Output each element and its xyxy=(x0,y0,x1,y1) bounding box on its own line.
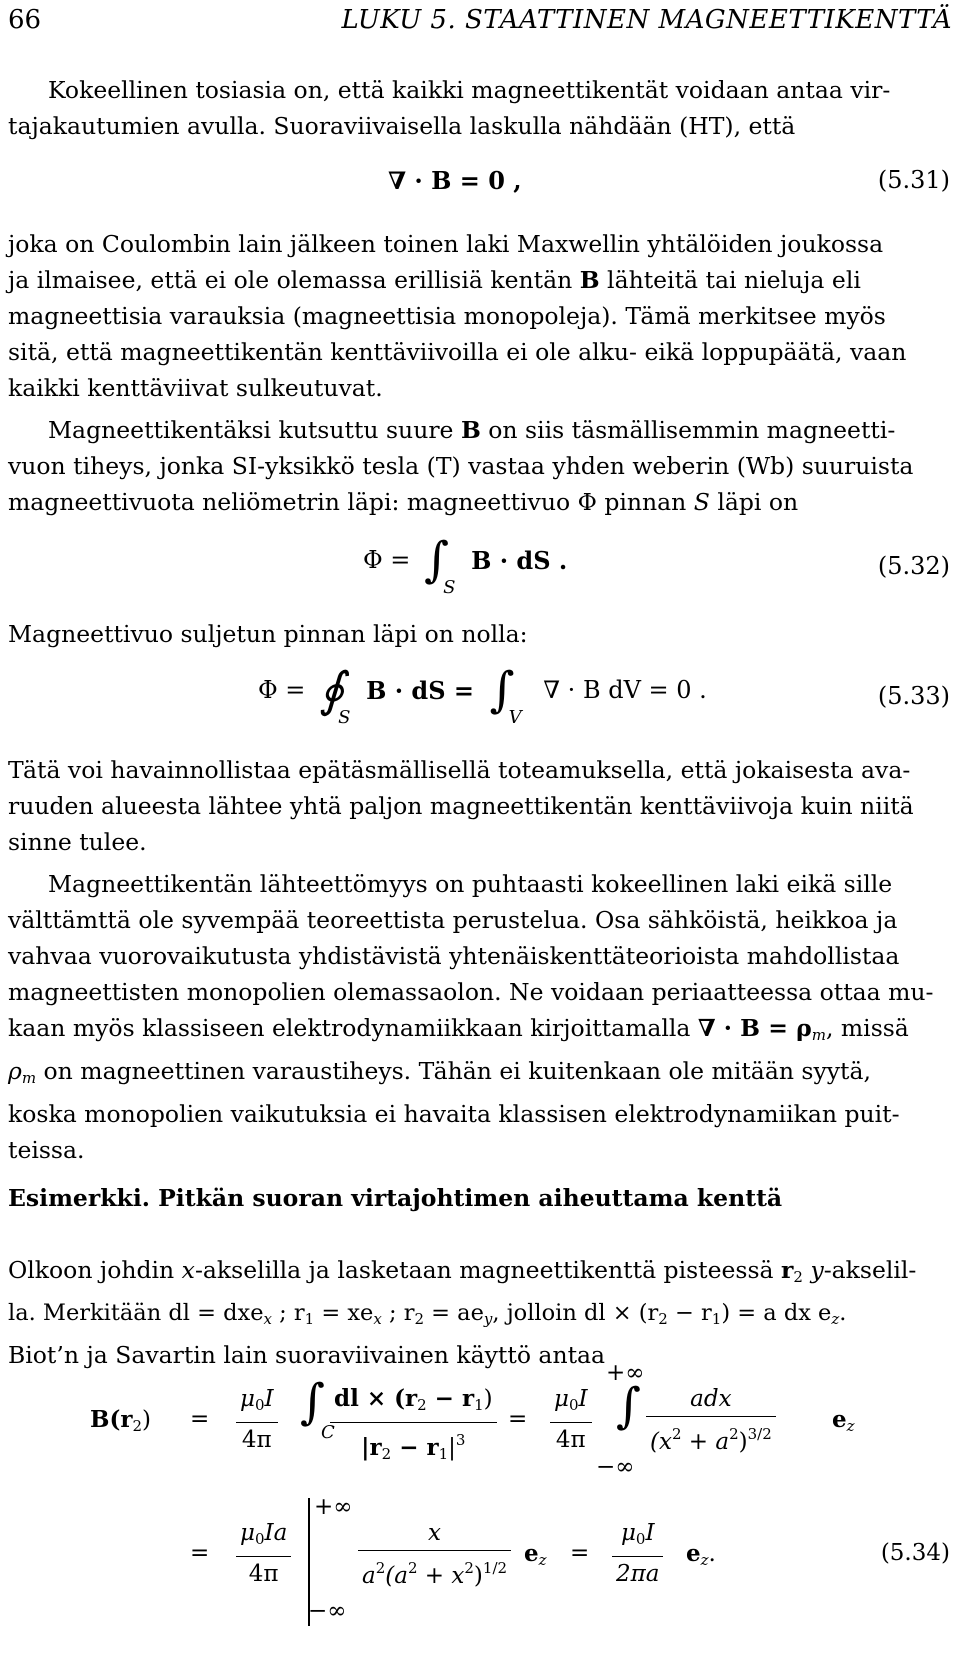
example-title: Pitkän suoran virtajohtimen aiheuttama kenttä xyxy=(158,1184,783,1212)
eq534-lower-limit-1: −∞ xyxy=(596,1454,635,1480)
eq534-coef-4: $\frac{\mu_0I}{2\pi a}$ xyxy=(606,1516,669,1591)
paragraph-1-line-2: tajakautumien avulla. Suoraviivaisella laskulla nähdään (HT), että xyxy=(8,112,796,140)
paragraph-5 xyxy=(8,752,950,860)
paragraph-6-line-8: teissa. xyxy=(8,1136,85,1164)
paragraph-3-line-3: magneettivuota neliömetrin läpi: magneettivuo Φ pinnan S läpi on xyxy=(8,488,799,516)
equation-5-31-tag: (5.31) xyxy=(877,166,950,194)
paragraph-7-line-2: la. Merkitään dl = dxe$_x$ ; $r_1 = xe_x$ ; $r_2 = ae_y$, jolloin dl × $(r_2 - r_1) = a$ dx $e_z$. xyxy=(8,1300,847,1328)
paragraph-5-line-1: Tätä voi havainnollistaa epätäsmällisellä toteamuksella, että jokaisesta ava- xyxy=(8,756,911,784)
paragraph-1 xyxy=(8,72,960,108)
equation-5-31-body: ∇ · B = 0 , xyxy=(388,166,522,195)
eq534-ez-2: $e_z$ xyxy=(524,1540,547,1569)
paragraph-6-line-5: kaan myös klassiseen elektrodynamiikkaan kirjoittamalla ∇ · $B = \rho_m$, missä xyxy=(8,1014,909,1044)
eq534-integrand-2: $\frac{\text{adx}}{(x^2 + a^2)^{3/2}}$ xyxy=(640,1382,782,1459)
paragraph-3-line-2: vuon tiheys, jonka SI-yksikkö tesla (T) vastaa yhden weberin (Wb) suuruista xyxy=(8,452,914,480)
paragraph-3 xyxy=(8,412,960,448)
eq534-eq-2: = xyxy=(508,1406,528,1432)
equation-5-32-tag: (5.32) xyxy=(877,552,950,580)
example-heading xyxy=(8,1180,950,1216)
paragraph-6-line-1: Magneettikentän lähteettömyys on puhtaasti kokeellinen laki eikä sille xyxy=(48,870,893,898)
paragraph-2-line-1: joka on Coulombin lain jälkeen toinen laki Maxwellin yhtälöiden joukossa xyxy=(8,230,884,258)
paragraph-6-line-6: $\rho_m$ on magneettinen varaustiheys. Tähän ei kuitenkaan ole mitään syytä, xyxy=(8,1057,871,1087)
paragraph-2-line-4: sitä, että magneettikentän kenttäviivoilla ei ole alku- eikä loppupäätä, vaan xyxy=(8,338,907,366)
eq534-ez-3: $e_z$. xyxy=(686,1540,716,1569)
eq534-integral-1: $\int_C$ xyxy=(300,1374,335,1443)
paragraph-5-line-2: ruuden alueesta lähtee yhtä paljon magneettikentän kenttäviivoja kuin niitä xyxy=(8,792,914,820)
equation-5-33 xyxy=(8,662,950,736)
paragraph-2-line-5: kaikki kenttäviivat sulkeutuvat. xyxy=(8,374,383,402)
paragraph-6-line-3: vahvaa vuorovaikutusta yhdistävistä yhtenäiskenttäteorioista mahdollistaa xyxy=(8,942,900,970)
eq534-integral-2: ∫ xyxy=(616,1378,642,1434)
paragraph-6-line-2: välttämttä ole syvempää teoreettista perustelua. Osa sähköistä, heikkoa ja xyxy=(8,906,898,934)
eq534-ez-1: $e_z$ xyxy=(832,1406,855,1435)
paragraph-2 xyxy=(8,226,950,406)
eq534-lhs: $B(r_2)$ xyxy=(90,1406,151,1435)
paragraph-7-line-3: Biot’n ja Savartin lain suoraviivainen käyttö antaa xyxy=(8,1341,606,1369)
equation-5-34-row-1 xyxy=(8,1360,950,1500)
paragraph-1-line-1: Kokeellinen tosiasia on, että kaikki magneettikentät voidaan antaa vir- xyxy=(48,76,891,104)
paragraph-3-line-1: Magneettikentäksi kutsuttu suure B on siis täsmällisemmin magneetti- xyxy=(48,416,896,444)
paragraph-2-line-3: magneettisia varauksia (magneettisia monopoleja). Tämä merkitsee myös xyxy=(8,302,886,330)
eq534-coef-3: $\frac{\mu_0Ia}{4\pi}$ xyxy=(230,1516,297,1591)
paragraph-5-line-3: sinne tulee. xyxy=(8,828,147,856)
eq534-lower-limit-2: −∞ xyxy=(308,1598,347,1624)
eq534-eq-1: = xyxy=(190,1406,210,1432)
eq534-term: $\frac{x}{a^2(a^2 + x^2)^{1/2}}$ xyxy=(352,1516,517,1593)
paragraph-3-cont xyxy=(8,448,950,520)
paragraph-1-cont xyxy=(8,108,950,144)
paragraph-4-line-1: Magneettivuo suljetun pinnan läpi on nolla: xyxy=(8,620,528,648)
paragraph-2-line-2: ja ilmaisee, että ei ole olemassa erillisiä kentän B lähteitä tai nieluja eli xyxy=(8,266,861,294)
eq534-coef-1: $\frac{\mu_0I}{4\pi}$ xyxy=(230,1382,284,1457)
equation-5-34-row-2 xyxy=(8,1494,950,1652)
paragraph-4 xyxy=(8,616,950,652)
eq534-coef-2: $\frac{\mu_0I}{4\pi}$ xyxy=(544,1382,598,1457)
chapter-title: LUKU 5. STAATTINEN MAGNEETTIKENTTÄ xyxy=(341,5,952,35)
running-header xyxy=(8,2,952,42)
equation-5-33-tag: (5.33) xyxy=(877,682,950,710)
eq534-eq-4: = xyxy=(570,1540,590,1566)
equation-5-33-body: $\Phi = ∮_S$ B · dS = $\int_V$ ∇ · B dV = 0 . xyxy=(258,662,707,728)
paragraph-6-line-4: magneettisten monopolien olemassaolon. Ne voidaan periaatteessa ottaa mu- xyxy=(8,978,934,1006)
eq534-integrand-1: $\frac{dl \times (r_2 - r_1)}{|r_2 - r_1|^3}$ xyxy=(324,1382,503,1471)
paragraph-6-line-7: koska monopolien vaikutuksia ei havaita klassisen elektrodynamiikan puit- xyxy=(8,1100,900,1128)
page-number: 66 xyxy=(8,5,42,35)
equation-5-34-tag: (5.34) xyxy=(880,1540,950,1566)
paragraph-7-line-1: Olkoon johdin x-akselilla ja lasketaan magneettikenttä pisteessä $r_2$ y-akselil- xyxy=(8,1256,917,1286)
paragraph-6 xyxy=(8,866,960,902)
equation-5-32 xyxy=(8,532,950,606)
example-label: Esimerkki. xyxy=(8,1184,150,1212)
equation-5-31 xyxy=(8,166,950,226)
eq534-eq-3: = xyxy=(190,1540,210,1566)
eq534-upper-limit-1: +∞ xyxy=(606,1360,645,1386)
eq534-upper-limit-2: +∞ xyxy=(314,1494,353,1520)
equation-5-32-body: $\Phi = \int_S$ B · dS . xyxy=(363,532,568,598)
paragraph-7 xyxy=(8,1252,950,1373)
paragraph-6-cont xyxy=(8,902,950,1168)
